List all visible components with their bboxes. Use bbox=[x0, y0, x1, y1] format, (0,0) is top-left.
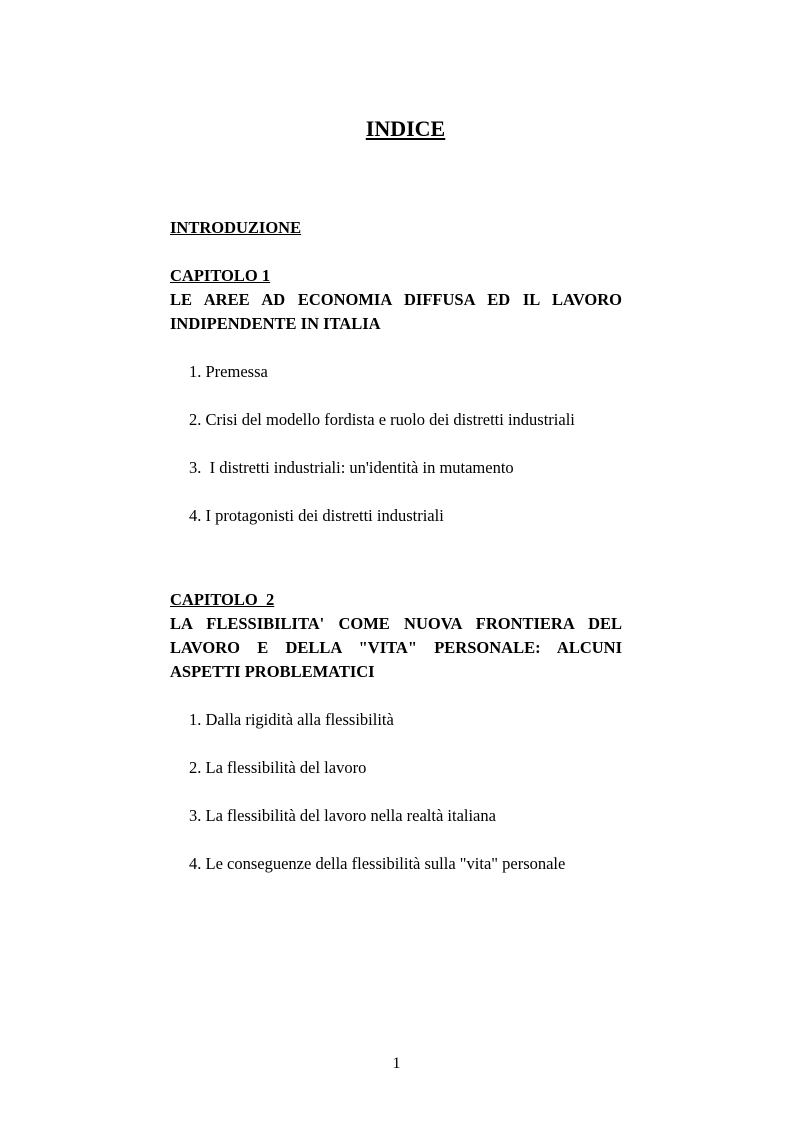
introduction-heading bbox=[170, 216, 622, 240]
chapter-2-section-2: 2. La flessibilità del lavoro bbox=[189, 758, 367, 777]
chapter-1-section-2: 2. Crisi del modello fordista e ruolo dei distretti industriali bbox=[189, 410, 575, 429]
chapter-2-title: LA FLESSIBILITA' COME NUOVA FRONTIERA DEL LAVORO E DELLA "VITA" PERSONALE: ALCUNI ASPETTI PROBLEMATICI bbox=[170, 614, 622, 681]
chapter-1-section-1: 1. Premessa bbox=[189, 362, 268, 381]
chapter-1-label: CAPITOLO 1 bbox=[170, 266, 271, 285]
chapter-1-section-4: 4. I protagonisti dei distretti industriali bbox=[189, 506, 444, 525]
introduction-label: INTRODUZIONE bbox=[170, 218, 302, 237]
chapter-1-header bbox=[170, 264, 622, 336]
chapter-1-title: LE AREE AD ECONOMIA DIFFUSA ED IL LAVORO INDIPENDENTE IN ITALIA bbox=[170, 290, 622, 333]
chapter-2-label: CAPITOLO 2 bbox=[170, 590, 275, 609]
chapter-2-section-3: 3. La flessibilità del lavoro nella realtà italiana bbox=[189, 806, 496, 825]
chapter-2-section-4: 4. Le conseguenze della flessibilità sulla "vita" personale bbox=[189, 854, 566, 873]
chapter-1-sections bbox=[189, 360, 749, 552]
chapter-2-section-1: 1. Dalla rigidità alla flessibilità bbox=[189, 710, 394, 729]
page-number: 1 bbox=[392, 1055, 401, 1072]
chapter-2-sections bbox=[189, 708, 749, 900]
chapter-2-header bbox=[170, 588, 622, 684]
page-title: INDICE bbox=[365, 116, 446, 141]
chapter-1-section-3: 3. I distretti industriali: un'identità in mutamento bbox=[189, 458, 514, 477]
